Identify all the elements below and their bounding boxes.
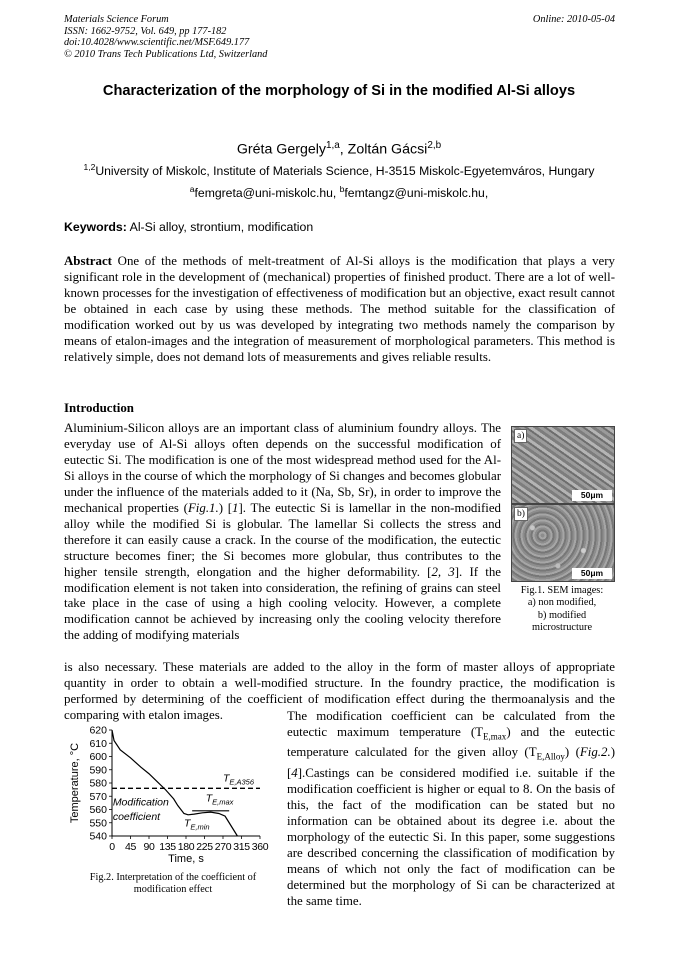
fig2-caption-l2: modification effect bbox=[133, 884, 213, 896]
intro-paragraph-2: is also necessary. These materials are added to the alloy in the form of master alloys of appropriate quantity in order to obtain a well-modified structure. In the foundry practice, the modification is performed by determining of the coefficient of modification effect during the thermoanalysis and the comparing with etalon images. bbox=[64, 660, 615, 722]
email-b-sup: b bbox=[339, 184, 345, 194]
x-tick-label: 315 bbox=[233, 841, 250, 853]
annotation-main-text: coefficient bbox=[112, 811, 161, 824]
x-tick-label: 135 bbox=[159, 841, 176, 853]
issn-line: ISSN: 1662-9752, Vol. 649, pp 177-182 bbox=[64, 25, 227, 37]
author-separator: , bbox=[339, 141, 348, 158]
keywords-label: Keywords: bbox=[64, 220, 127, 234]
introduction-heading: Introduction bbox=[64, 401, 134, 415]
intro-p3-text-e: ].Castings can be considered modified i.e. suitable if the modification coefficient is higher or equal to 8. On the basis of this, the fact of the modification can be stated but no information can be obtained about its degree i.e. about the morphology of the eutectic Si. In this paper, some suggestions are described concerning the classification of modification by means of which not only the fact of modification can be determined but the morphology of Si can be characterized at the same time. bbox=[287, 766, 615, 908]
x-tick-label: 90 bbox=[143, 841, 155, 853]
citation-1[interactable]: 1 bbox=[232, 500, 239, 515]
fig1-caption-l3: b) modified bbox=[537, 609, 587, 621]
y-tick-label: 590 bbox=[89, 764, 107, 777]
chart-annotation-5 bbox=[113, 811, 161, 823]
fig1-ref[interactable]: Fig.1. bbox=[187, 500, 219, 515]
y-tick-label: 560 bbox=[89, 804, 107, 816]
y-tick-label: 550 bbox=[89, 817, 107, 830]
abstract-label: Abstract bbox=[64, 254, 112, 268]
x-tick-label: 360 bbox=[251, 841, 269, 853]
online-date: Online: 2010-05-04 bbox=[532, 14, 615, 25]
sem-label-a: a) bbox=[514, 429, 527, 443]
annotation-subscript: E,max bbox=[212, 797, 234, 807]
x-tick-label: 0 bbox=[109, 841, 115, 853]
fig2-caption-l1: Fig.2. Interpretation of the coefficient of bbox=[89, 872, 257, 883]
sem-image-b bbox=[511, 504, 615, 582]
journal-name: Materials Science Forum bbox=[64, 14, 169, 25]
fig2-ref[interactable]: Fig.2. bbox=[579, 745, 611, 760]
affiliation-sup: 1,2 bbox=[83, 162, 96, 172]
intro-p3-sub-ealloy: E,Alloy bbox=[536, 752, 565, 763]
keywords bbox=[64, 220, 313, 234]
fig1-caption-l1: Fig.1. SEM images: bbox=[520, 585, 604, 596]
fig1-caption-l4: microstructure bbox=[531, 621, 593, 633]
affiliation-text: University of Miskolc, Institute of Materials Science, H-3515 Miskolc-Egyetemváros, Hungary bbox=[95, 164, 595, 179]
intro-p3-text-d: ) [ bbox=[287, 745, 615, 781]
author-2-sup: 2,b bbox=[427, 140, 442, 151]
fig2-caption bbox=[64, 872, 282, 897]
intro-p1-text-b: ) [ bbox=[218, 500, 233, 515]
chart-annotation-4 bbox=[113, 797, 169, 809]
running-header bbox=[64, 14, 267, 60]
y-tick-label: 610 bbox=[89, 737, 107, 750]
abstract bbox=[64, 254, 615, 366]
y-tick-label: 540 bbox=[89, 830, 107, 843]
y-tick-label: 600 bbox=[89, 751, 107, 763]
x-tick-label: 45 bbox=[124, 841, 137, 853]
intro-paragraph-3 bbox=[287, 709, 615, 910]
copyright-line: © 2010 Trans Tech Publications Ltd, Switzerland bbox=[64, 48, 268, 60]
x-axis-label: Time, s bbox=[168, 853, 204, 865]
y-axis-label: Temperature, °C bbox=[69, 742, 81, 824]
x-tick-label: 270 bbox=[214, 841, 232, 853]
intro-p1-text-c: ]. The eutectic Si is lamellar in the non-modified alloy while the modified Si is globular. The lamellar Si collects the stress and therefore it can easily cause a crack. In the course of the modification, the eutectic structure becomes finer; the Si becomes more globular, thus contributes to the higher tensile strength, elongation and the higher deformability. [ bbox=[64, 500, 502, 579]
sem-image-a bbox=[511, 426, 615, 504]
chart-annotation-1 bbox=[223, 773, 255, 787]
author-2: Zoltán Gácsi bbox=[347, 141, 428, 158]
sem-label-b: b) bbox=[514, 507, 528, 521]
intro-p3-text-b: ) and the eutectic temperature calculated for the given alloy (T bbox=[287, 724, 615, 760]
y-tick-label: 570 bbox=[89, 790, 107, 803]
email-a[interactable]: femgreta@uni-miskolc.hu, bbox=[194, 186, 340, 201]
annotation-main-text: T bbox=[205, 792, 213, 805]
intro-p3-text-a: The modification coefficient can be calculated from the eutectic maximum temperature (T bbox=[287, 709, 615, 739]
author-1-sup: 1,a bbox=[325, 140, 340, 151]
scale-bar-a: 50μm bbox=[572, 490, 612, 501]
intro-p1-text-a: Aluminium-Silicon alloys are an important class of aluminium foundry alloys. The everyday use of Al-Si alloys often depends on the successful modification of eutectic Si. The modification is one of the most widespread method used for the Al-Si alloys in the course of which the morphology of Si changes and becomes globular under the influence of the materials added to it (Na, Sb, Sr), in order to improve the mechanical properties ( bbox=[64, 421, 501, 515]
x-tick-label: 225 bbox=[196, 841, 213, 853]
intro-paragraph-1 bbox=[64, 421, 501, 644]
intro-p3-text-c: ) ( bbox=[564, 745, 580, 760]
annotation-subscript: E,A356 bbox=[229, 777, 255, 787]
fig1-caption-l2: a) non modified, bbox=[527, 597, 597, 609]
fig1-caption bbox=[507, 585, 617, 634]
intro-p3-sub-emax: E,max bbox=[483, 731, 507, 742]
annotation-subscript: E,min bbox=[190, 822, 210, 832]
annotation-main-text: Modification bbox=[112, 796, 169, 809]
doi-line: doi:10.4028/www.scientific.net/MSF.649.177 bbox=[64, 37, 250, 48]
author-line bbox=[0, 140, 678, 158]
y-tick-label: 620 bbox=[89, 724, 107, 737]
annotation-main-text: T bbox=[183, 817, 191, 830]
y-tick-label: 580 bbox=[89, 777, 107, 790]
chart-annotation-3 bbox=[184, 818, 210, 832]
chart-annotation-2 bbox=[206, 793, 234, 807]
fig2-chart bbox=[64, 722, 282, 870]
citation-4[interactable]: 4 bbox=[291, 766, 298, 781]
email-a-sup: a bbox=[189, 184, 195, 194]
emails bbox=[0, 184, 678, 200]
abstract-text: One of the methods of melt-treatment of Al-Si alloys is the modification that plays a very significant role in the development of (mechanical) properties of finished product. There are a lot of well-known processes for the investigation of effectiveness of modification but an objective, exact result cannot be obtained in each case by using these methods. The method suitable for the classification of modification worked out by us was developed by integrating two methods namely the comparison by means of etalon-images and the integration of measurement of morphological parameters. This method is relatively simple, does not demand lots of measurements and gives reliable results. bbox=[64, 254, 615, 364]
annotation-main-text: T bbox=[223, 772, 230, 785]
affiliation bbox=[0, 162, 678, 178]
email-b[interactable]: femtangz@uni-miskolc.hu, bbox=[344, 186, 489, 201]
citation-2-3[interactable]: 2, 3 bbox=[431, 564, 455, 579]
keywords-text: Al-Si alloy, strontium, modification bbox=[126, 220, 314, 234]
author-1: Gréta Gergely bbox=[236, 141, 326, 158]
intro-p1-text-d: ]. If the modification element is not taken into consideration, the refining of grains can steel take place in the case of using a high cooling velocity. However, a complete modification cannot be achieved by increasing only the cooling velocity therefore the adding of modifying materials bbox=[64, 564, 501, 643]
paper-title: Characterization of the morphology of Si in the modified Al-Si alloys bbox=[102, 83, 576, 99]
scale-bar-b: 50μm bbox=[572, 568, 612, 579]
x-tick-label: 180 bbox=[177, 841, 195, 853]
